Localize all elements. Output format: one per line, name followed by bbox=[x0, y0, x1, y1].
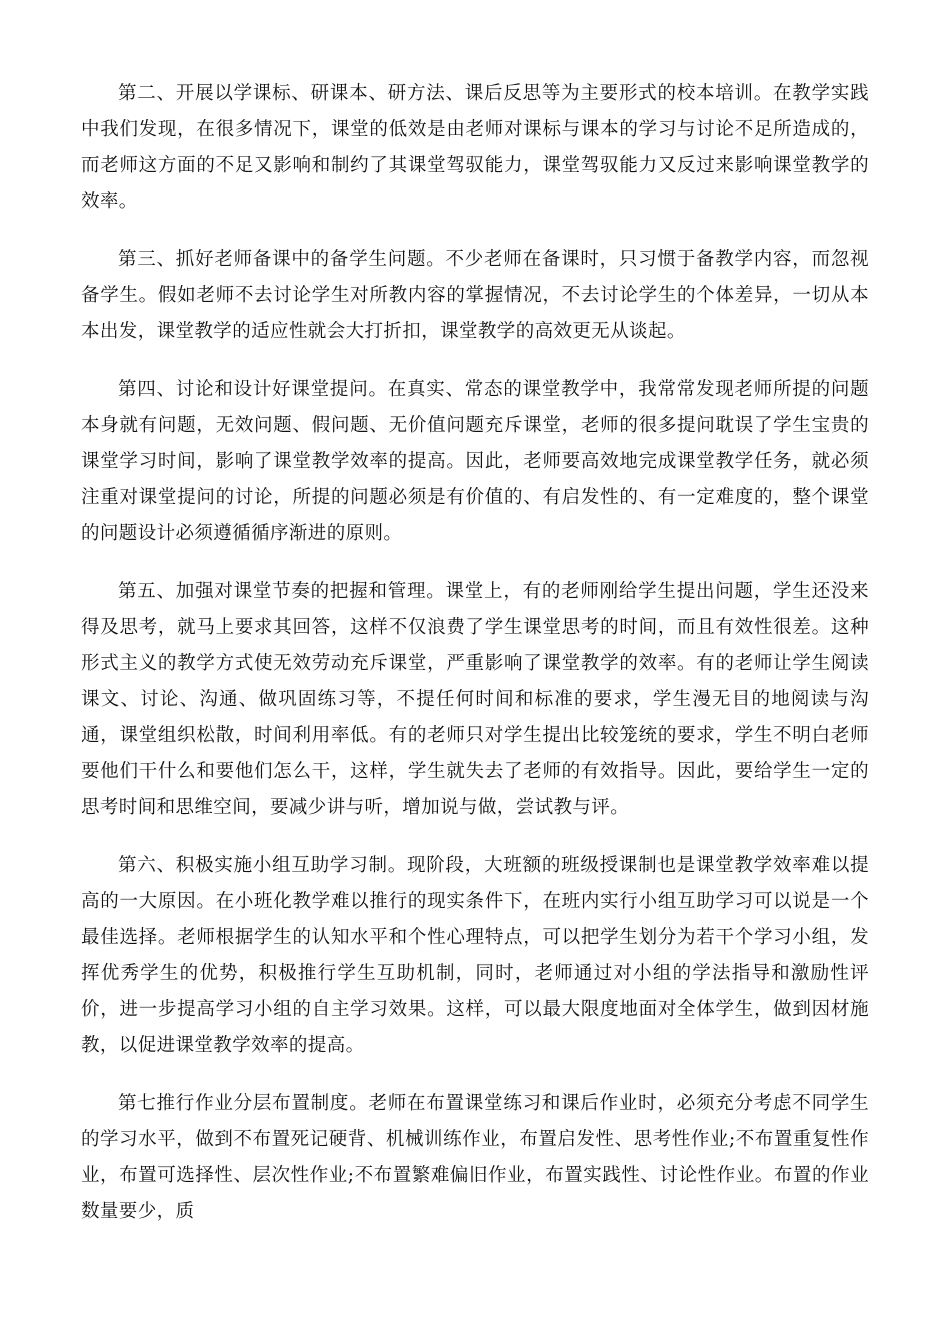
paragraph-7-layered-homework: 第七推行作业分层布置制度。老师在布置课堂练习和课后作业时，必须充分考虑不同学生的学习水平，做到不布置死记硬背、机械训练作业，布置启发性、思考性作业;不布置重复性作业，布置可选择性、层次性作业;不布置繁难偏旧作业，布置实践性、讨论性作业。布置的作业数量要少，质 bbox=[81, 1093, 869, 1222]
paragraph-2-teacher-training: 第二、开展以学课标、研课本、研方法、课后反思等为主要形式的校本培训。在教学实践中我们发现，在很多情况下，课堂的低效是由老师对课标与课本的学习与讨论不足所造成的，而老师这方面的不足又影响和制约了其课堂驾驭能力，课堂驾驭能力又反过来影响课堂教学的效率。 bbox=[81, 83, 869, 212]
document-body bbox=[81, 76, 869, 1252]
paragraph-6-group-learning: 第六、积极实施小组互助学习制。现阶段，大班额的班级授课制也是课堂教学效率难以提高的一大原因。在小班化教学难以推行的现实条件下，在班内实行小组互助学习可以说是一个最佳选择。老师根据学生的认知水平和个性心理特点，可以把学生划分为若干个学习小组，发挥优秀学生的优势，积极推行学生互助机制，同时，老师通过对小组的学法指导和激励性评价，进一步提高学习小组的自主学习效果。这样，可以最大限度地面对全体学生，做到因材施教，以促进课堂教学效率的提高。 bbox=[81, 855, 869, 1056]
paragraph-5-class-rhythm: 第五、加强对课堂节奏的把握和管理。课堂上，有的老师刚给学生提出问题，学生还没来得及思考，就马上要求其回答，这样不仅浪费了学生课堂思考的时间，而且有效性很差。这种形式主义的教学方式使无效劳动充斥课堂，严重影响了课堂教学的效率。有的老师让学生阅读课文、讨论、沟通、做巩固练习等，不提任何时间和标准的要求，学生漫无目的地阅读与沟通，课堂组织松散，时间利用率低。有的老师只对学生提出比较笼统的要求，学生不明白老师要他们干什么和要他们怎么干，这样，学生就失去了老师的有效指导。因此，要给学生一定的思考时间和思维空间，要减少讲与听，增加说与做，尝试教与评。 bbox=[81, 581, 869, 818]
paragraph-4-classroom-questions: 第四、讨论和设计好课堂提问。在真实、常态的课堂教学中，我常常发现老师所提的问题本身就有问题，无效问题、假问题、无价值问题充斥课堂，老师的很多提问耽误了学生宝贵的课堂学习时间，影响了课堂教学效率的提高。因此，老师要高效地完成课堂教学任务，就必须注重对课堂提问的讨论，所提的问题必须是有价值的、有启发性的、有一定难度的，整个课堂的问题设计必须遵循循序渐进的原则。 bbox=[81, 379, 869, 544]
paragraph-3-student-preparation: 第三、抓好老师备课中的备学生问题。不少老师在备课时，只习惯于备教学内容，而忽视备学生。假如老师不去讨论学生对所教内容的掌握情况，不去讨论学生的个体差异，一切从本本出发，课堂教学的适应性就会大打折扣，课堂教学的高效更无从谈起。 bbox=[81, 249, 869, 342]
